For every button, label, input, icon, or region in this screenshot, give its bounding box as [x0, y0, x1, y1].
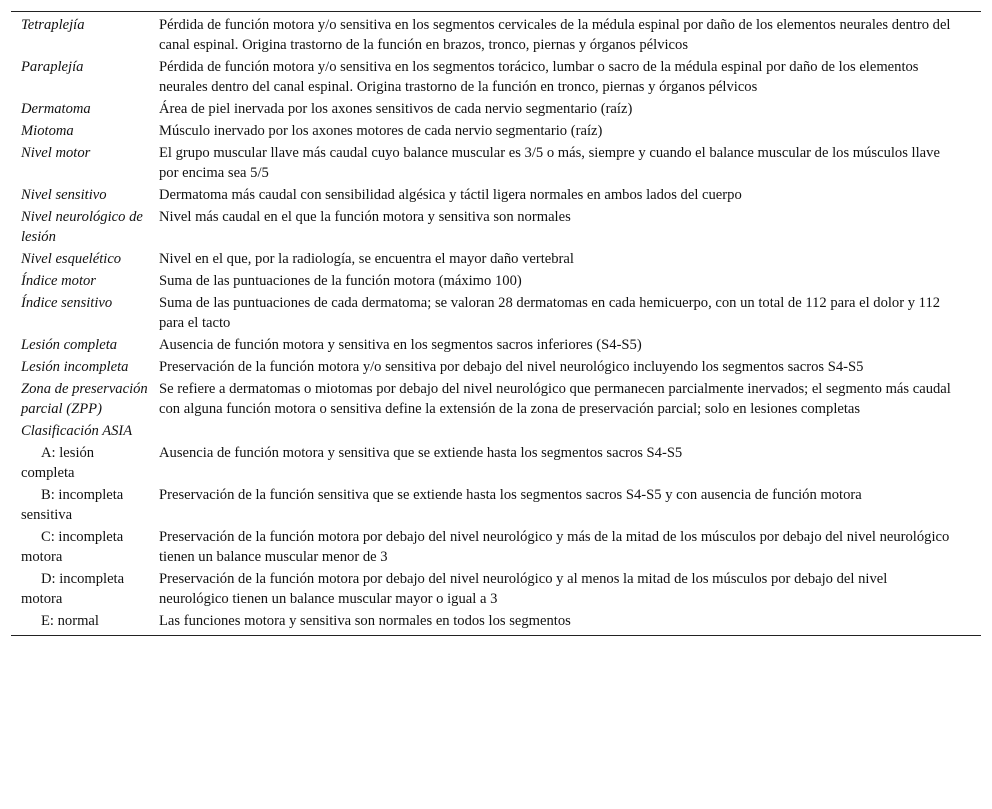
term-cell: Nivel esquelético [21, 251, 122, 267]
definition-cell: Área de piel inervada por los axones sensitivos de cada nervio segmentario (raíz) [159, 101, 633, 117]
table-row [11, 56, 981, 98]
definition-cell: Ausencia de función motora y sensitiva que se extiende hasta los segmentos sacros S4-S5 [159, 445, 683, 461]
table-row [11, 484, 981, 526]
term-cell: Miotoma [21, 123, 74, 139]
asia-grade-cell [11, 526, 149, 568]
table-row [11, 526, 981, 568]
table-row [11, 12, 981, 56]
table-row [11, 568, 981, 610]
table-row [11, 334, 981, 356]
definitions-table-container [11, 11, 981, 636]
asia-grade-label: E: normal [41, 613, 99, 629]
table-row [11, 98, 981, 120]
term-cell: Lesión incompleta [21, 359, 129, 375]
term-cell: Nivel neurológico de lesión [21, 209, 143, 245]
table-row [11, 378, 981, 420]
definition-cell: Pérdida de función motora y/o sensitiva en los segmentos cervicales de la médula espinal por daño de los elementos neurales dentro del canal espinal. Origina trastorno de la función en brazos, tronco, piernas y órganos pélvicos [159, 17, 951, 53]
asia-grade-cell [11, 484, 149, 526]
table-row [11, 248, 981, 270]
table-row [11, 292, 981, 334]
term-cell: Dermatoma [21, 101, 91, 117]
definition-cell: Suma de las puntuaciones de cada dermatoma; se valoran 28 dermatomas en cada hemicuerpo, con un total de 112 para el dolor y 112 para el tacto [159, 295, 941, 331]
table-row [11, 142, 981, 184]
definition-cell: Músculo inervado por los axones motores de cada nervio segmentario (raíz) [159, 123, 603, 139]
table-row [11, 442, 981, 484]
table-row [11, 184, 981, 206]
asia-grade-cell [11, 568, 149, 610]
term-cell: Paraplejía [21, 59, 84, 75]
definition-cell [149, 420, 981, 442]
definition-cell: Nivel en el que, por la radiología, se encuentra el mayor daño vertebral [159, 251, 574, 267]
definition-cell: Preservación de la función sensitiva que se extiende hasta los segmentos sacros S4-S5 y con ausencia de función motora [159, 487, 862, 503]
asia-grade-label: C: incompleta motora [21, 529, 124, 565]
table-row [11, 270, 981, 292]
definition-cell: Se refiere a dermatomas o miotomas por debajo del nivel neurológico que permanecen parcialmente inervados; el segmento más caudal con alguna función motora o sensitiva define la extensión de la zona de preservación parcial; solo en lesiones completas [159, 381, 951, 417]
term-cell: Nivel sensitivo [21, 187, 107, 203]
term-cell: Zona de preservación parcial (ZPP) [21, 381, 148, 417]
term-cell: Tetraplejía [21, 17, 85, 33]
table-row-section-header [11, 420, 981, 442]
asia-grade-label: A: lesión completa [21, 445, 95, 481]
asia-grade-cell [11, 442, 149, 484]
definitions-table [11, 12, 981, 635]
definition-cell: Dermatoma más caudal con sensibilidad algésica y táctil ligera normales en ambos lados del cuerpo [159, 187, 742, 203]
term-cell: Índice motor [21, 273, 96, 289]
table-row [11, 206, 981, 248]
definition-cell: Suma de las puntuaciones de la función motora (máximo 100) [159, 273, 522, 289]
term-cell: Lesión completa [21, 337, 118, 353]
definition-cell: Ausencia de función motora y sensitiva en los segmentos sacros inferiores (S4-S5) [159, 337, 642, 353]
asia-grade-cell [11, 610, 149, 635]
definition-cell: Preservación de la función motora por debajo del nivel neurológico y al menos la mitad de los músculos por debajo del nivel neurológico tienen un balance muscular mayor o igual a 3 [159, 571, 888, 607]
definition-cell: Preservación de la función motora por debajo del nivel neurológico y más de la mitad de los músculos por debajo del nivel neurológico tienen un balance muscular menor de 3 [159, 529, 950, 565]
term-cell: Nivel motor [21, 145, 91, 161]
definition-cell: El grupo muscular llave más caudal cuyo balance muscular es 3/5 o más, siempre y cuando el balance muscular de los músculos llave por encima sea 5/5 [159, 145, 940, 181]
section-header-cell: Clasificación ASIA [21, 423, 133, 439]
definition-cell: Las funciones motora y sensitiva son normales en todos los segmentos [159, 613, 571, 629]
definition-cell: Nivel más caudal en el que la función motora y sensitiva son normales [159, 209, 571, 225]
table-row [11, 120, 981, 142]
term-cell: Índice sensitivo [21, 295, 113, 311]
table-row [11, 356, 981, 378]
asia-grade-label: D: incompleta motora [21, 571, 125, 607]
definition-cell: Pérdida de función motora y/o sensitiva en los segmentos torácico, lumbar o sacro de la médula espinal por daño de los elementos neurales dentro del canal espinal. Origina trastorno de la función en tronco, piernas y órganos pélvicos [159, 59, 919, 95]
definition-cell: Preservación de la función motora y/o sensitiva por debajo del nivel neurológico incluyendo los segmentos sacros S4-S5 [159, 359, 864, 375]
table-row [11, 610, 981, 635]
asia-grade-label: B: incompleta sensitiva [21, 487, 124, 523]
